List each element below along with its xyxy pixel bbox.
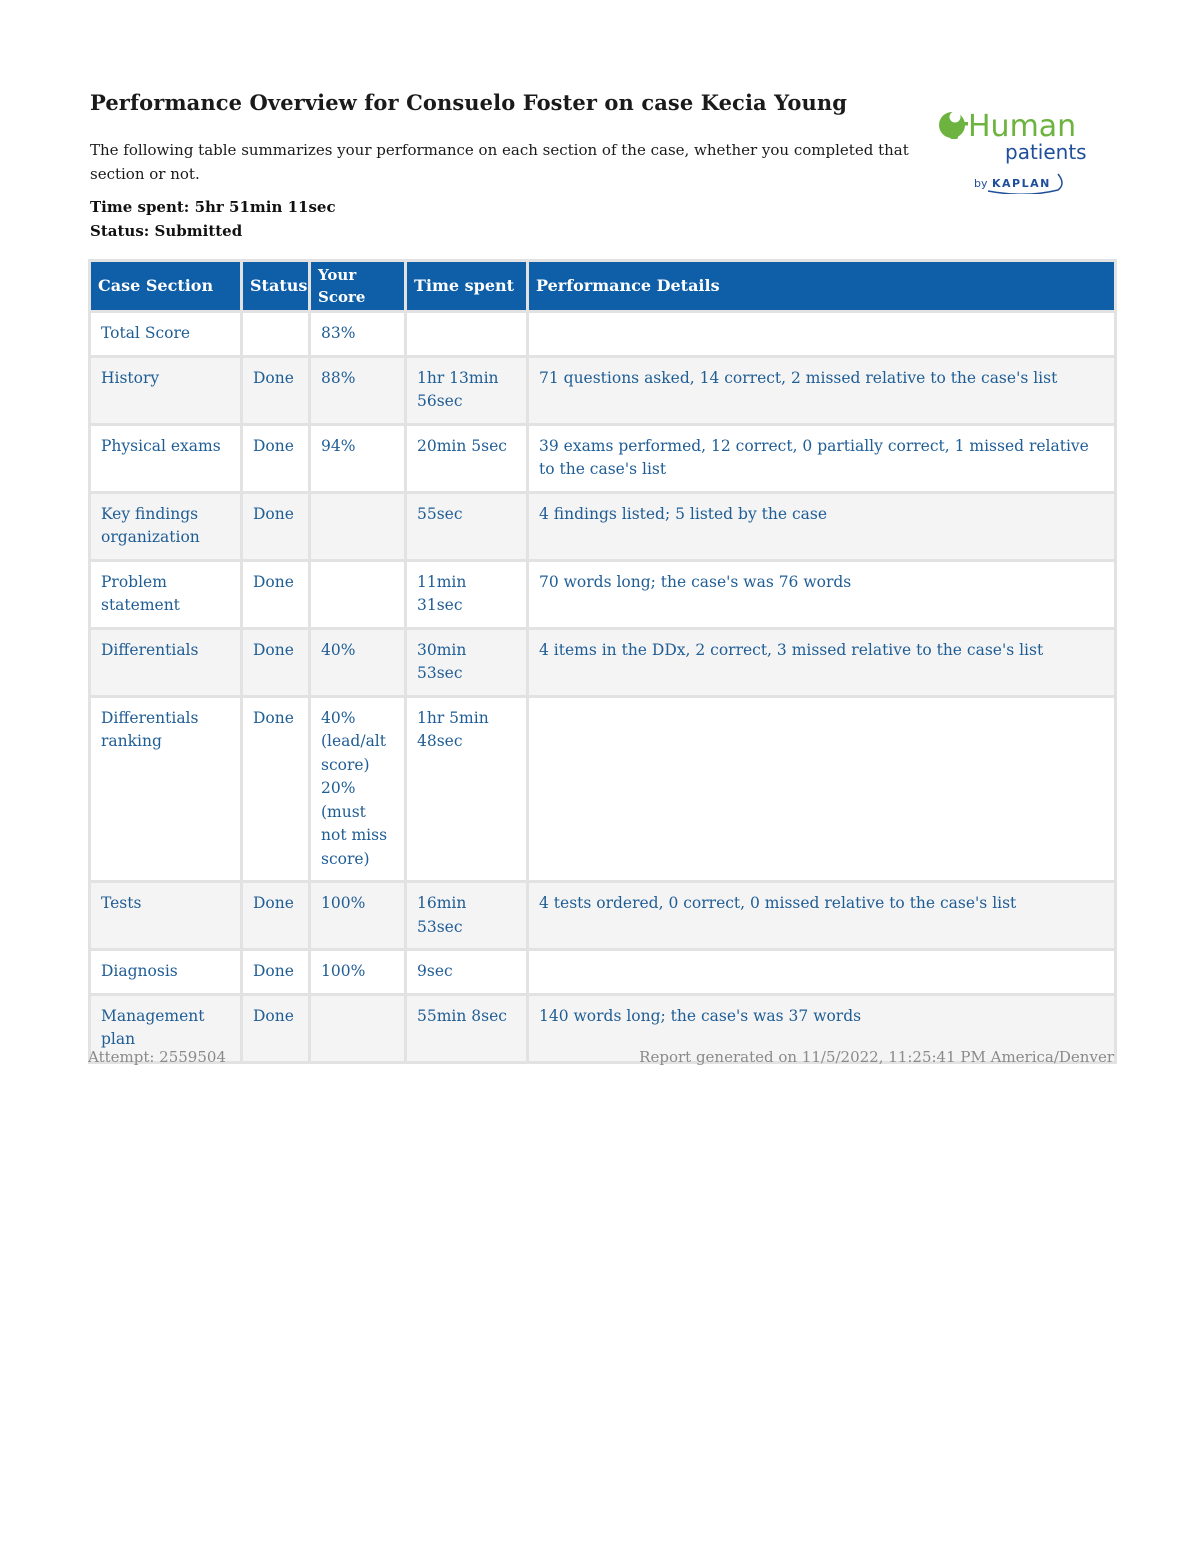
cell-details: 4 items in the DDx, 2 correct, 3 missed relative to the case's list [528,628,1116,696]
cell-status: Done [242,994,310,1062]
cell-score: 83% [310,312,406,357]
cell-score [310,560,406,628]
table-row [90,492,1116,560]
cell-score: 100% [310,882,406,950]
table-row [90,950,1116,995]
cell-section: Diagnosis [90,950,242,995]
cell-status: Done [242,424,310,492]
cell-details: 4 tests ordered, 0 correct, 0 missed relative to the case's list [528,882,1116,950]
cell-section: Physical exams [90,424,242,492]
table-row [90,696,1116,882]
cell-status: Done [242,492,310,560]
submission-status: Status: Submitted [90,222,243,240]
cell-time: 30min 53sec [406,628,528,696]
cell-section: Differentials [90,628,242,696]
cell-time: 1hr 13min 56sec [406,356,528,424]
table-row [90,424,1116,492]
cell-time [406,312,528,357]
header-status: Status [242,261,310,312]
cell-section: Total Score [90,312,242,357]
cell-score: 100% [310,950,406,995]
table-row [90,628,1116,696]
header-time-spent: Time spent [406,261,528,312]
table-row [90,560,1116,628]
cell-time: 55min 8sec [406,994,528,1062]
svg-text:KAPLAN: KAPLAN [992,177,1051,190]
cell-status: Done [242,628,310,696]
svg-text:Human: Human [968,109,1077,144]
cell-status: Done [242,560,310,628]
cell-score [310,492,406,560]
table-header-row [90,261,1116,312]
cell-section: Key findings organization [90,492,242,560]
cell-status: Done [242,356,310,424]
ihuman-kaplan-logo [936,104,1116,194]
cell-details [528,696,1116,882]
report-meta [90,195,336,243]
cell-details: 4 findings listed; 5 listed by the case [528,492,1116,560]
header-performance-details: Performance Details [528,261,1116,312]
cell-section: Differentials ranking [90,696,242,882]
cell-time: 11min 31sec [406,560,528,628]
cell-details: 70 words long; the case's was 76 words [528,560,1116,628]
table-row [90,356,1116,424]
cell-time: 55sec [406,492,528,560]
cell-details: 39 exams performed, 12 correct, 0 partially correct, 1 missed relative to the case's list [528,424,1116,492]
cell-score [310,994,406,1062]
header-case-section: Case Section [90,261,242,312]
cell-time: 1hr 5min 48sec [406,696,528,882]
cell-status: Done [242,696,310,882]
cell-time: 9sec [406,950,528,995]
page-title: Performance Overview for Consuelo Foster on case Kecia Young [90,90,848,115]
cell-score: 88% [310,356,406,424]
performance-table [88,259,1117,1064]
cell-section: Problem statement [90,560,242,628]
svg-text:by: by [974,177,988,190]
cell-section: Management plan [90,994,242,1062]
time-spent-total: Time spent: 5hr 51min 11sec [90,198,336,216]
cell-details: 71 questions asked, 14 correct, 2 missed relative to the case's list [528,356,1116,424]
header-your-score: Your Score [310,261,406,312]
cell-score: 40% [310,628,406,696]
cell-status: Done [242,950,310,995]
table-row [90,882,1116,950]
cell-details [528,950,1116,995]
cell-score: 40% (lead/alt score) 20% (must not miss score) [310,696,406,882]
cell-section: History [90,356,242,424]
cell-details [528,312,1116,357]
report-generated-timestamp: Report generated on 11/5/2022, 11:25:41 PM America/Denver [639,1048,1114,1066]
cell-time: 20min 5sec [406,424,528,492]
attempt-id: Attempt: 2559504 [88,1048,226,1066]
ihuman-mark-icon [939,112,968,140]
intro-text: The following table summarizes your performance on each section of the case, whether you completed that section or not. [90,141,909,183]
cell-score: 94% [310,424,406,492]
cell-time: 16min 53sec [406,882,528,950]
svg-text:patients: patients [1005,140,1087,164]
table-row [90,312,1116,357]
cell-section: Tests [90,882,242,950]
cell-status: Done [242,882,310,950]
cell-details: 140 words long; the case's was 37 words [528,994,1116,1062]
cell-status [242,312,310,357]
